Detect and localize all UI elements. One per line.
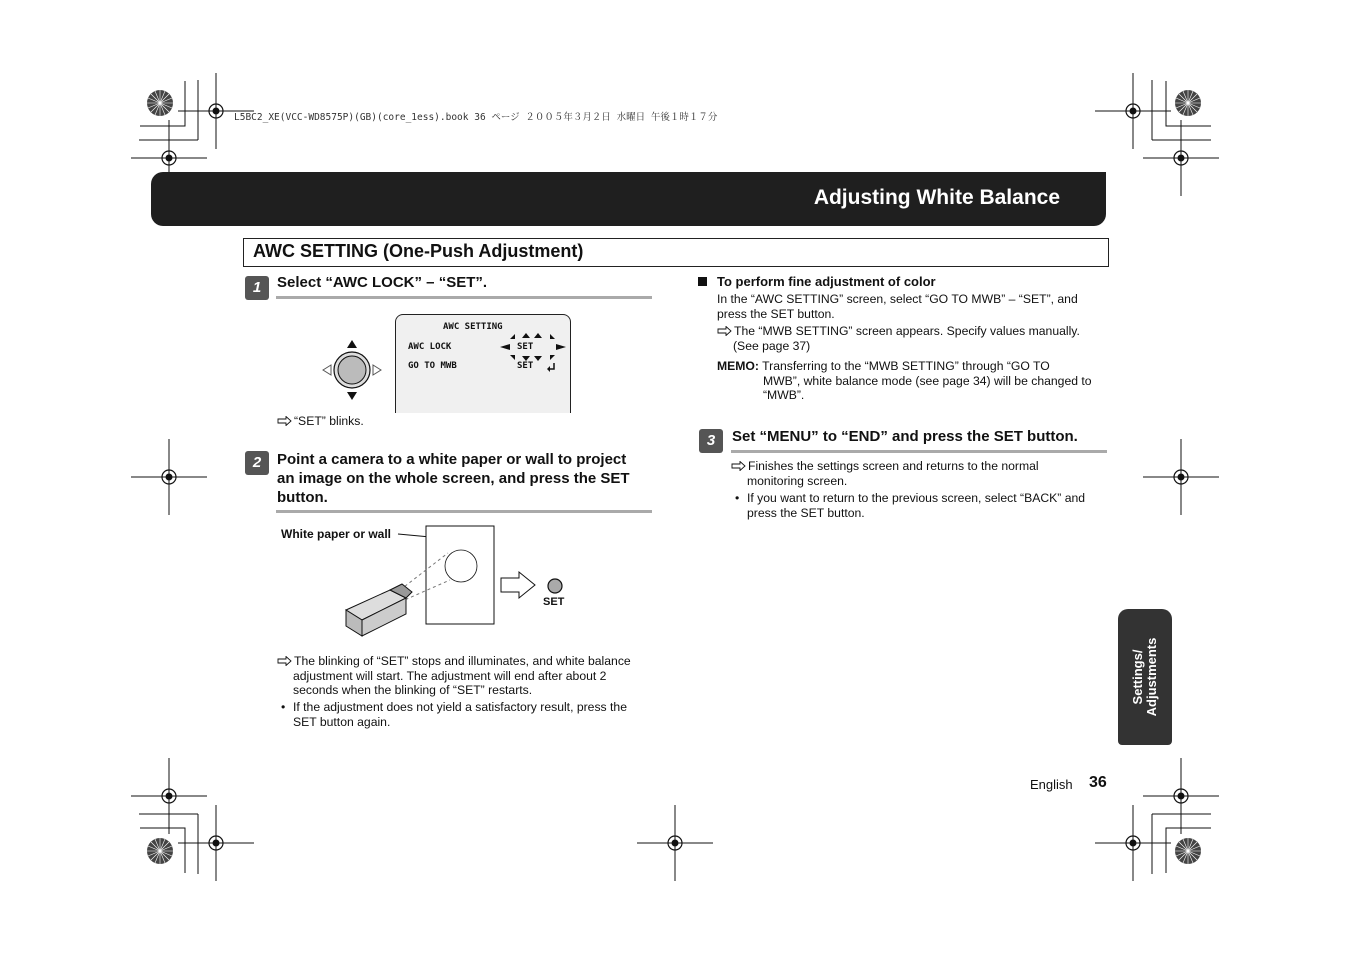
step-title: Set “MENU” to “END” and press the SET button.: [732, 428, 1078, 445]
title-bar: [151, 172, 1106, 226]
registration-mark-icon: [1143, 439, 1219, 515]
starburst-mark-icon: [1175, 838, 1201, 864]
starburst-mark-icon: [147, 838, 173, 864]
step-rule: [276, 296, 652, 299]
set-button-label: SET: [543, 596, 565, 608]
square-bullet-icon: [698, 277, 707, 286]
paragraph: In the “AWC SETTING” screen, select “GO TO MWB” – “SET”, and press the SET button.: [717, 292, 1078, 321]
starburst-mark-icon: [147, 90, 173, 116]
hollow-arrow-icon: [731, 461, 746, 471]
step-number-badge: 1: [245, 276, 269, 300]
step-result: “SET” blinks.: [277, 414, 364, 429]
side-tab-label: Settings/ Adjustments: [1130, 637, 1159, 717]
hollow-arrow-icon: [277, 656, 292, 666]
step-rule: [276, 510, 652, 513]
camera-icon: [346, 584, 412, 636]
registration-mark-icon: [1143, 758, 1219, 834]
hollow-arrow-icon: [277, 416, 292, 426]
screen-row-label: GO TO MWB: [408, 361, 457, 371]
figure-label: White paper or wall: [281, 527, 392, 541]
footer-language: English: [1030, 777, 1073, 792]
screen-row-label: AWC LOCK: [408, 342, 452, 352]
return-icon: [547, 362, 557, 372]
page-number: 36: [1089, 774, 1107, 791]
step-result: The blinking of “SET” stops and illuminates, and white balance adjustment will start. The adjustment will end after about 2 seconds when the blinking of “SET” restarts.: [277, 654, 631, 698]
memo-note: MEMO: Transferring to the “MWB SETTING” through “GO TO MWB”, white balance mode (see page 34) will be changed to “MWB”.: [717, 359, 1092, 403]
step-result: Finishes the settings screen and returns to the normal monitoring screen.: [731, 459, 1039, 488]
starburst-mark-icon: [1175, 90, 1201, 116]
hollow-arrow-icon: [717, 326, 732, 336]
camera-projection-figure: [340, 520, 580, 640]
registration-mark-icon: [637, 805, 713, 881]
subheading: To perform fine adjustment of color: [717, 274, 936, 289]
joystick-icon: [318, 338, 386, 402]
step-rule: [731, 450, 1107, 453]
result-note: The “MWB SETTING” screen appears. Specify values manually. (See page 37): [717, 324, 1080, 353]
screen-heading: AWC SETTING: [443, 322, 503, 332]
section-title: AWC SETTING (One-Push Adjustment): [253, 241, 584, 261]
step-number-badge: 2: [245, 451, 269, 475]
registration-mark-icon: [1095, 805, 1171, 881]
screen-row-value: SET: [517, 361, 534, 371]
awc-setting-screen: [395, 314, 571, 413]
registration-mark-icon: [131, 758, 207, 834]
bullet-note: • If you want to return to the previous screen, select “BACK” and press the SET button.: [735, 491, 1086, 520]
print-header: L5BC2_XE(VCC-WD8575P)(GB)(core_1ess).book 36 ページ ２００５年３月２日 水曜日 午後１時１７分: [234, 112, 718, 123]
registration-mark-icon: [1095, 73, 1171, 149]
step-title: Point a camera to a white paper or wall to project an image on the whole screen, and press the SET button.: [277, 451, 630, 506]
side-tab-settings-adjustments: [1118, 609, 1172, 745]
blink-marks-icon: [498, 333, 568, 361]
memo-label: MEMO:: [717, 359, 759, 373]
bullet-note: • If the adjustment does not yield a satisfactory result, press the SET button again.: [281, 700, 627, 729]
section-header: [243, 238, 1109, 267]
screen-row-value-blinking: SET: [517, 342, 534, 352]
registration-mark-icon: [1143, 120, 1219, 196]
registration-mark-icon: [178, 805, 254, 881]
registration-mark-icon: [131, 439, 207, 515]
step-number-badge: 3: [699, 429, 723, 453]
step-title: Select “AWC LOCK” – “SET”.: [277, 274, 488, 291]
page-title: Adjusting White Balance: [813, 186, 1060, 209]
